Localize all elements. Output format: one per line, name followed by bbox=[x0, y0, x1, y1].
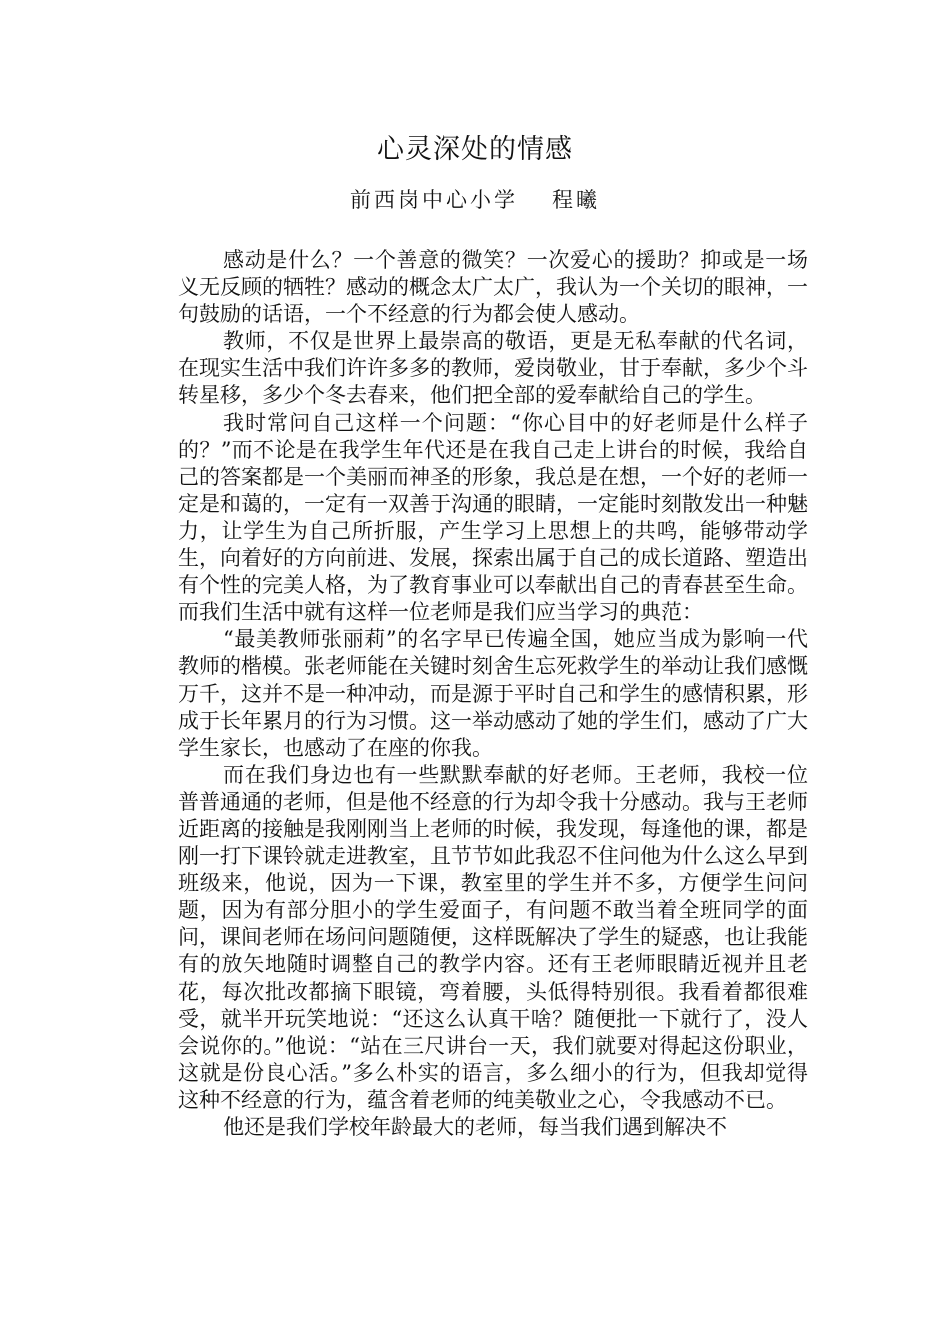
paragraph: 我时常问自己这样一个问题：“你心目中的好老师是什么样子的？”而不论是在我学生年代还是在我自己走上讲台的时候，我给自己的答案都是一个美丽而神圣的形象，我总是在想，一个好的老师一定是和蔼的，一定有一双善于沟通的眼睛，一定能时刻散发出一种魅力，让学生为自己所折服，产生学习上思想上的共鸣，能够带动学生，向着好的方向前进、发展，探索出属于自己的成长道路、塑造出有个性的完美人格，为了教育事业可以奉献出自己的青春甚至生命。而我们生活中就有这样一位老师是我们应当学习的典范： bbox=[178, 410, 808, 625]
byline bbox=[0, 185, 950, 215]
paragraph: 而在我们身边也有一些默默奉献的好老师。王老师，我校一位普普通通的老师，但是他不经意的行为却令我十分感动。我与王老师近距离的接触是我刚刚当上老师的时候，我发现，每逢他的课，都是刚一打下课铃就走进教室，且节节如此我忍不住问他为什么这么早到班级来，他说，因为一下课，教室里的学生并不多，方便学生问问题，因为有部分胆小的学生爱面子，有问题不敢当着全班同学的面问，课间老师在场问问题随便，这样既解决了学生的疑惑，也让我能有的放矢地随时调整自己的教学内容。还有王老师眼睛近视并且老花，每次批改都摘下眼镜，弯着腰，头低得特别很。我看着都很难受，就半开玩笑地说：“还这么认真干啥？随便批一下就行了，没人会说你的。”他说：“站在三尺讲台一天，我们就要对得起这份职业，这就是份良心活。”多么朴实的语言，多么细小的行为，但我却觉得这种不经意的行为，蕴含着老师的纯美敬业之心，令我感动不已。 bbox=[178, 762, 808, 1112]
paragraph: 感动是什么？一个善意的微笑？一次爱心的援助？抑或是一场义无反顾的牺牲？感动的概念太广太广，我认为一个关切的眼神，一句鼓励的话语，一个不经意的行为都会使人感动。 bbox=[178, 248, 808, 327]
paragraph: 教师，不仅是世界上最崇高的敬语，更是无私奉献的代名词，在现实生活中我们许许多多的教师，爱岗敬业，甘于奉献，多少个斗转星移，多少个冬去春来，他们把全部的爱奉献给自己的学生。 bbox=[178, 329, 808, 408]
author-name: 程曦 bbox=[552, 188, 600, 212]
document-title: 心灵深处的情感 bbox=[377, 134, 573, 165]
paragraph: 他还是我们学校年龄最大的老师，每当我们遇到解决不 bbox=[223, 1115, 727, 1139]
school-name: 前西岗中心小学 bbox=[350, 188, 518, 212]
document-body bbox=[178, 247, 808, 1141]
paragraph: “最美教师张丽莉”的名字早已传遍全国，她应当成为影响一代教师的楷模。张老师能在关键时刻舍生忘死救学生的举动让我们感慨万千，这并不是一种冲动，而是源于平时自己和学生的感情积累，形成于长年累月的行为习惯。这一举动感动了她的学生们，感动了广大学生家长，也感动了在座的你我。 bbox=[178, 627, 808, 760]
